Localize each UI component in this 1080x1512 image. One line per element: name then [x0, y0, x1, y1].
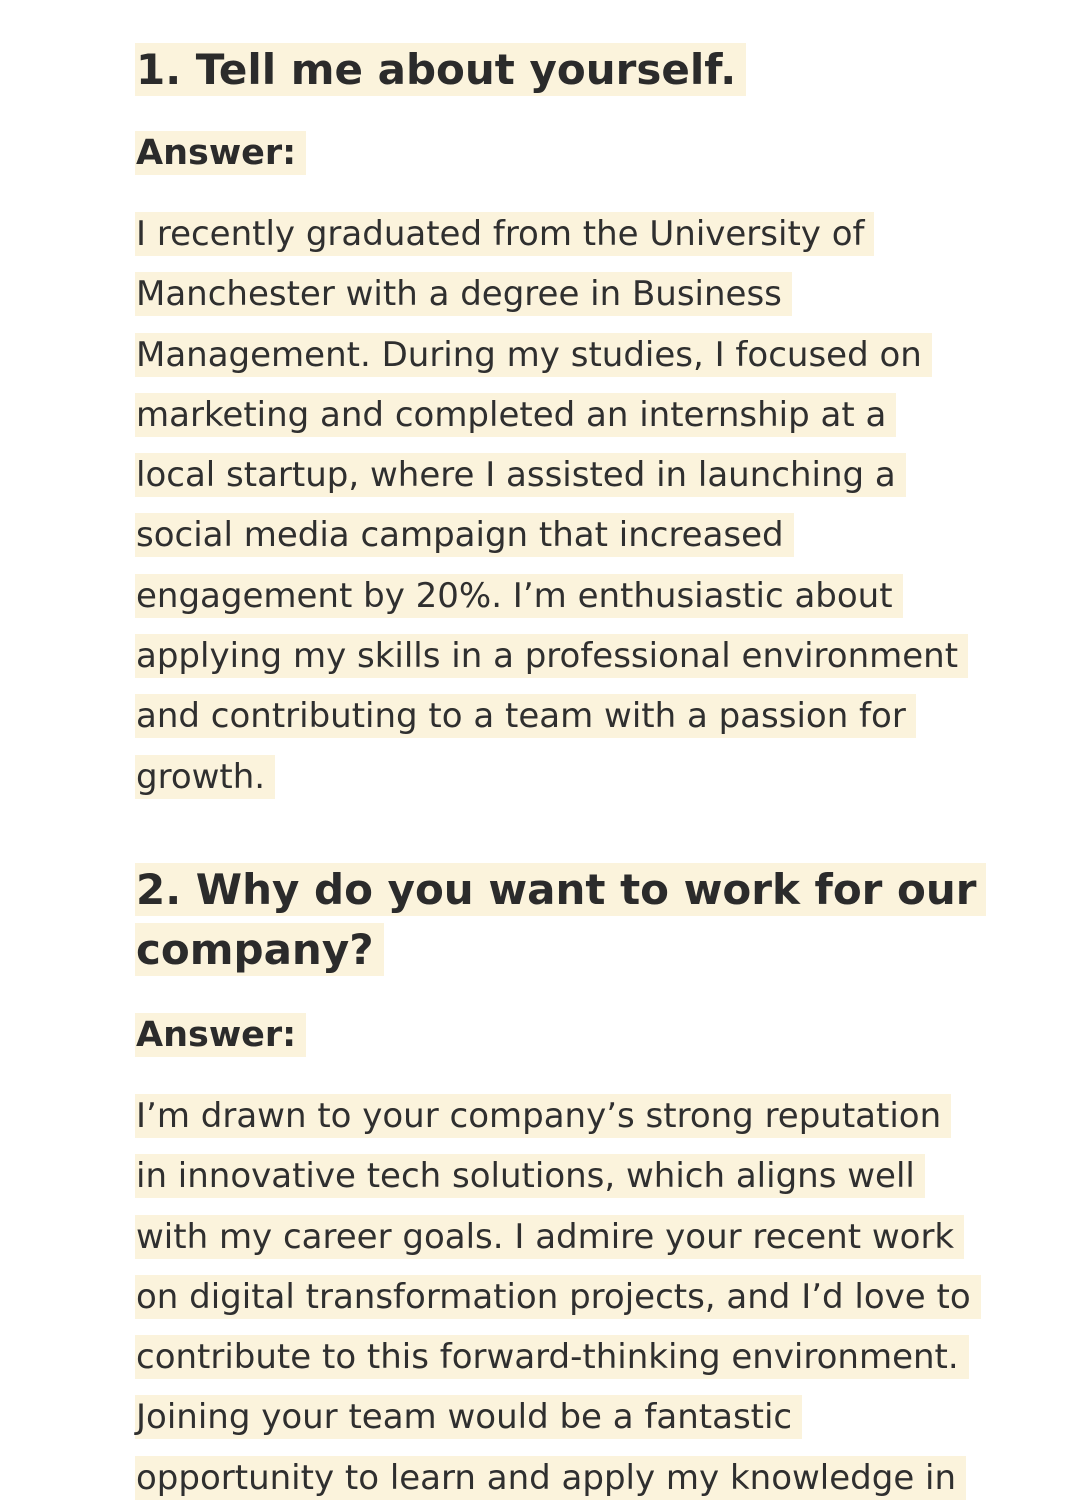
answer-2-line: contribute to this forward-thinking environment.: [135, 1335, 969, 1379]
answer-1-line: growth.: [135, 755, 275, 799]
answer-1-line: Management. During my studies, I focused on: [135, 333, 932, 377]
answer-2-paragraph: [135, 1086, 1035, 1508]
question-2-line: 2. Why do you want to work for our: [135, 863, 986, 916]
answer-2-label-text: Answer:: [135, 1013, 306, 1057]
answer-1-line: engagement by 20%. I’m enthusiastic about: [135, 574, 903, 618]
answer-1-label: [135, 128, 306, 178]
answer-1-line: marketing and completed an internship at a: [135, 393, 896, 437]
question-1-heading: [135, 40, 746, 100]
answer-2-line: with my career goals. I admire your recent work: [135, 1215, 964, 1259]
answer-1-label-text: Answer:: [135, 131, 306, 175]
question-1-text: 1. Tell me about yourself.: [135, 43, 746, 96]
answer-1-paragraph: [135, 204, 1015, 807]
question-2-heading: [135, 860, 977, 980]
answer-1-line: social media campaign that increased: [135, 513, 794, 557]
answer-2-line: opportunity to learn and apply my knowledge in: [135, 1456, 966, 1500]
answer-1-line: and contributing to a team with a passion for: [135, 694, 916, 738]
answer-2-line: Joining your team would be a fantastic: [135, 1395, 802, 1439]
answer-2-line: on digital transformation projects, and I’d love to: [135, 1275, 981, 1319]
answer-1-line: applying my skills in a professional environment: [135, 634, 968, 678]
answer-1-line: I recently graduated from the University of: [135, 212, 874, 256]
answer-1-line: Manchester with a degree in Business: [135, 272, 792, 316]
answer-2-line: in innovative tech solutions, which aligns well: [135, 1154, 925, 1198]
answer-1-line: local startup, where I assisted in launching a: [135, 453, 906, 497]
answer-2-line: I’m drawn to your company’s strong reputation: [135, 1094, 951, 1138]
answer-2-label: [135, 1010, 306, 1060]
question-2-line: company?: [135, 923, 384, 976]
